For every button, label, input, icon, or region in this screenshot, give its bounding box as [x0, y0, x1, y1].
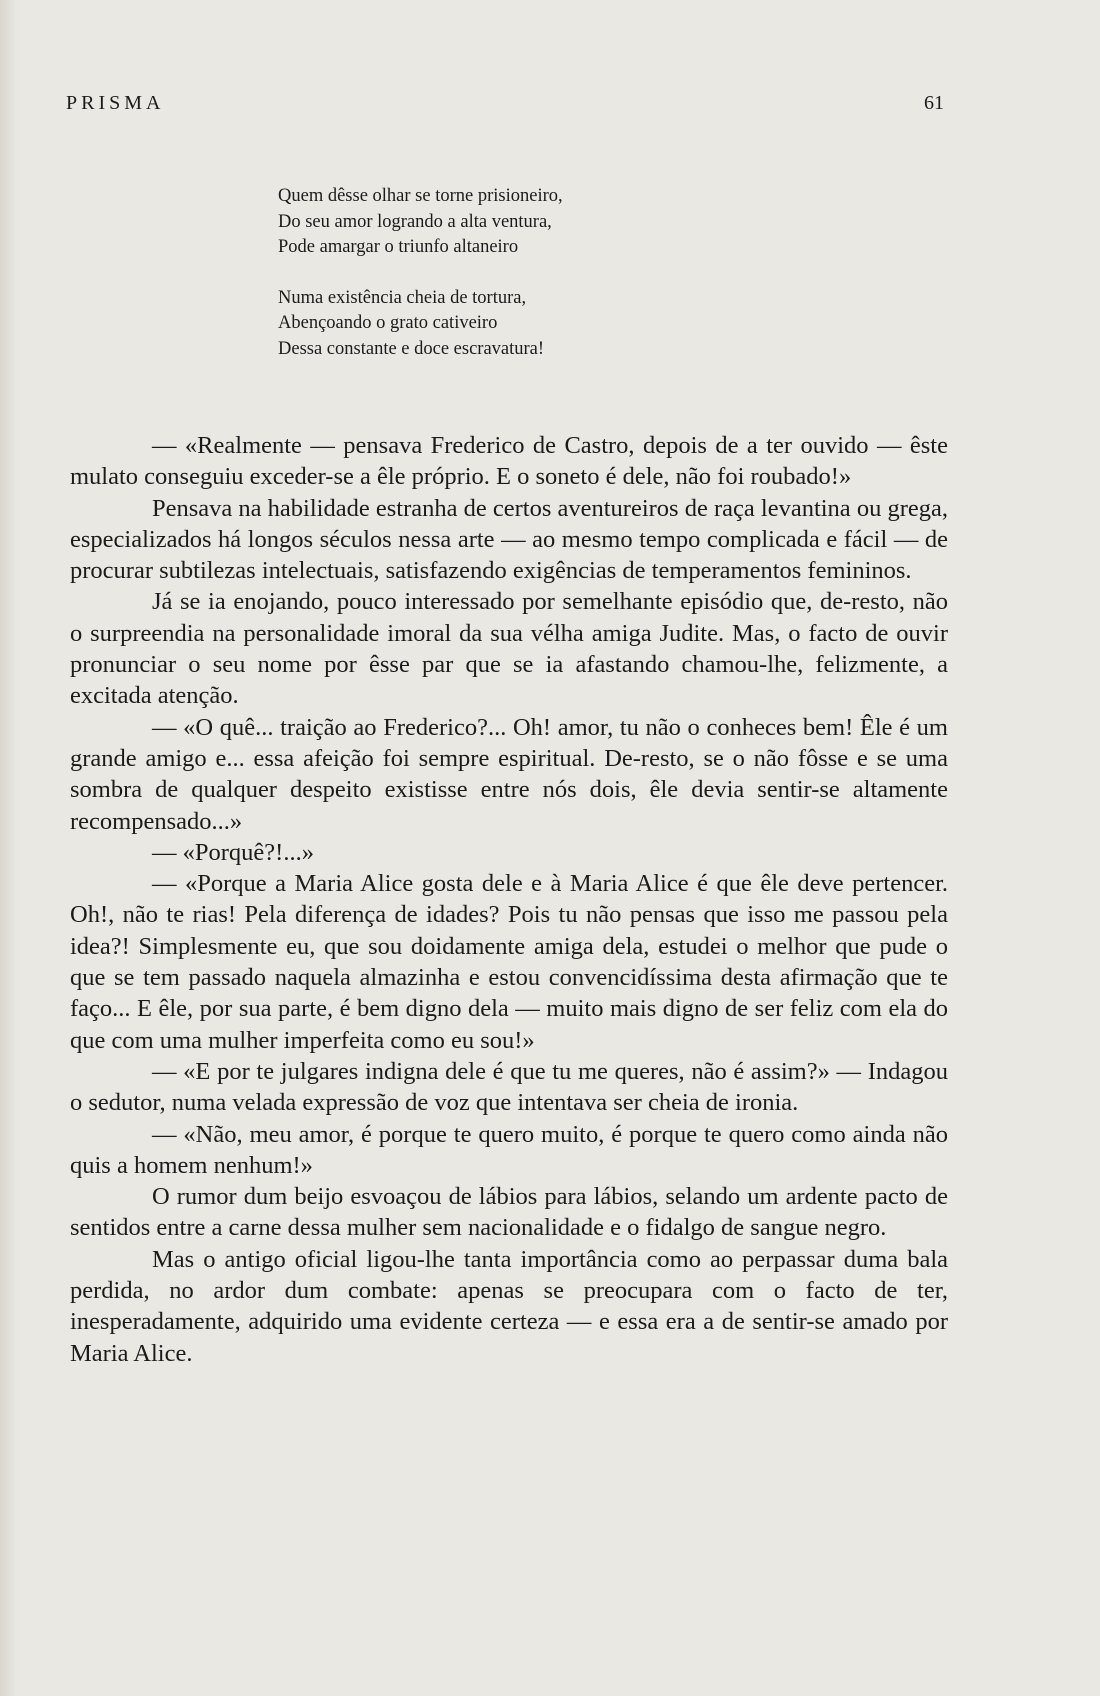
paragraph: Já se ia enojando, pouco interessado por semelhante episódio que, de-resto, não o surpreendia na personalidade imoral da sua vélha amiga Judite. Mas, o facto de ouvir pronunciar o seu nome por êsse par que se ia afastando chamou-lhe, felizmente, a excitada atenção. — [70, 588, 948, 710]
poem-line: Abençoando o grato cativeiro — [278, 313, 498, 333]
running-title: PRISMA — [66, 92, 165, 114]
poem-line: Pode amargar o triunfo altaneiro — [278, 237, 519, 257]
paragraph: — «Porquê?!...» — [152, 838, 314, 866]
poem-line: Do seu amor logrando a alta ventura, — [278, 211, 552, 232]
paragraph: — «O quê... traição ao Frederico?... Oh! amor, tu não o conheces bem! Êle é um grande amigo e... essa afeição foi sempre espiritual. De-resto, se o não fôsse e se uma sombra de qualquer despeito existisse entre nós dois, êle devia sentir-se altamente recompensado...» — [70, 713, 948, 835]
poem-line: Dessa constante e doce escravatura! — [278, 338, 545, 359]
poem-stanza-1 — [278, 184, 563, 261]
paragraph: Pensava na habilidade estranha de certos aventureiros de raça levantina ou grega, especializados há longos séculos nessa arte — ao mesmo tempo complicada e fácil — de procurar subtilezas intelectuais, satisfazendo exigências de temperamentos femininos. — [70, 494, 948, 585]
poem-tercets — [278, 184, 563, 387]
page-number: 61 — [924, 92, 944, 114]
poem-line: Quem dêsse olhar se torne prisioneiro, — [278, 186, 563, 206]
paragraph: — «E por te julgares indigna dele é que tu me queres, não é assim?» — Indagou o sedutor, numa velada expressão de voz que intentava ser cheia de ironia. — [70, 1057, 948, 1117]
paragraph: — «Porque a Maria Alice gosta dele e à Maria Alice é que êle deve pertencer. Oh!, não te rias! Pela diferença de idades? Pois tu não pensas que isso me passou pela idea?! Simplesmente eu, que sou doidamente amiga dela, estudei o melhor que pude o que se tem passado naquela almazinha e estou convencidíssima desta afirmação que te faço... E êle, por sua parte, é bem digno dela — muito mais digno de ser feliz com ela do que com uma mulher imperfeita como eu sou!» — [70, 870, 948, 1054]
prose-body — [70, 430, 948, 1369]
poem-stanza-2 — [278, 286, 563, 363]
poem-line: Numa existência cheia de tortura, — [278, 287, 527, 308]
paragraph: Mas o antigo oficial ligou-lhe tanta importância como ao perpassar duma bala perdida, no ardor dum combate: apenas se preocupara com o facto de ter, inesperadamente, adquirido uma evidente certeza — e essa era a de sentir-se amado por Maria Alice. — [70, 1245, 948, 1367]
paragraph: — «Não, meu amor, é porque te quero muito, é porque te quero como ainda não quis a homem nenhum!» — [70, 1120, 948, 1179]
page-gutter-shadow — [0, 0, 18, 1696]
paragraph: — «Realmente — pensava Frederico de Castro, depois de a ter ouvido — êste mulato conseguiu exceder-se a êle próprio. E o soneto é dele, não foi roubado!» — [70, 432, 948, 491]
running-head — [66, 92, 944, 122]
paragraph: O rumor dum beijo esvoaçou de lábios para lábios, selando um ardente pacto de sentidos entre a carne dessa mulher sem nacionalidade e o fidalgo de sangue negro. — [70, 1183, 948, 1242]
